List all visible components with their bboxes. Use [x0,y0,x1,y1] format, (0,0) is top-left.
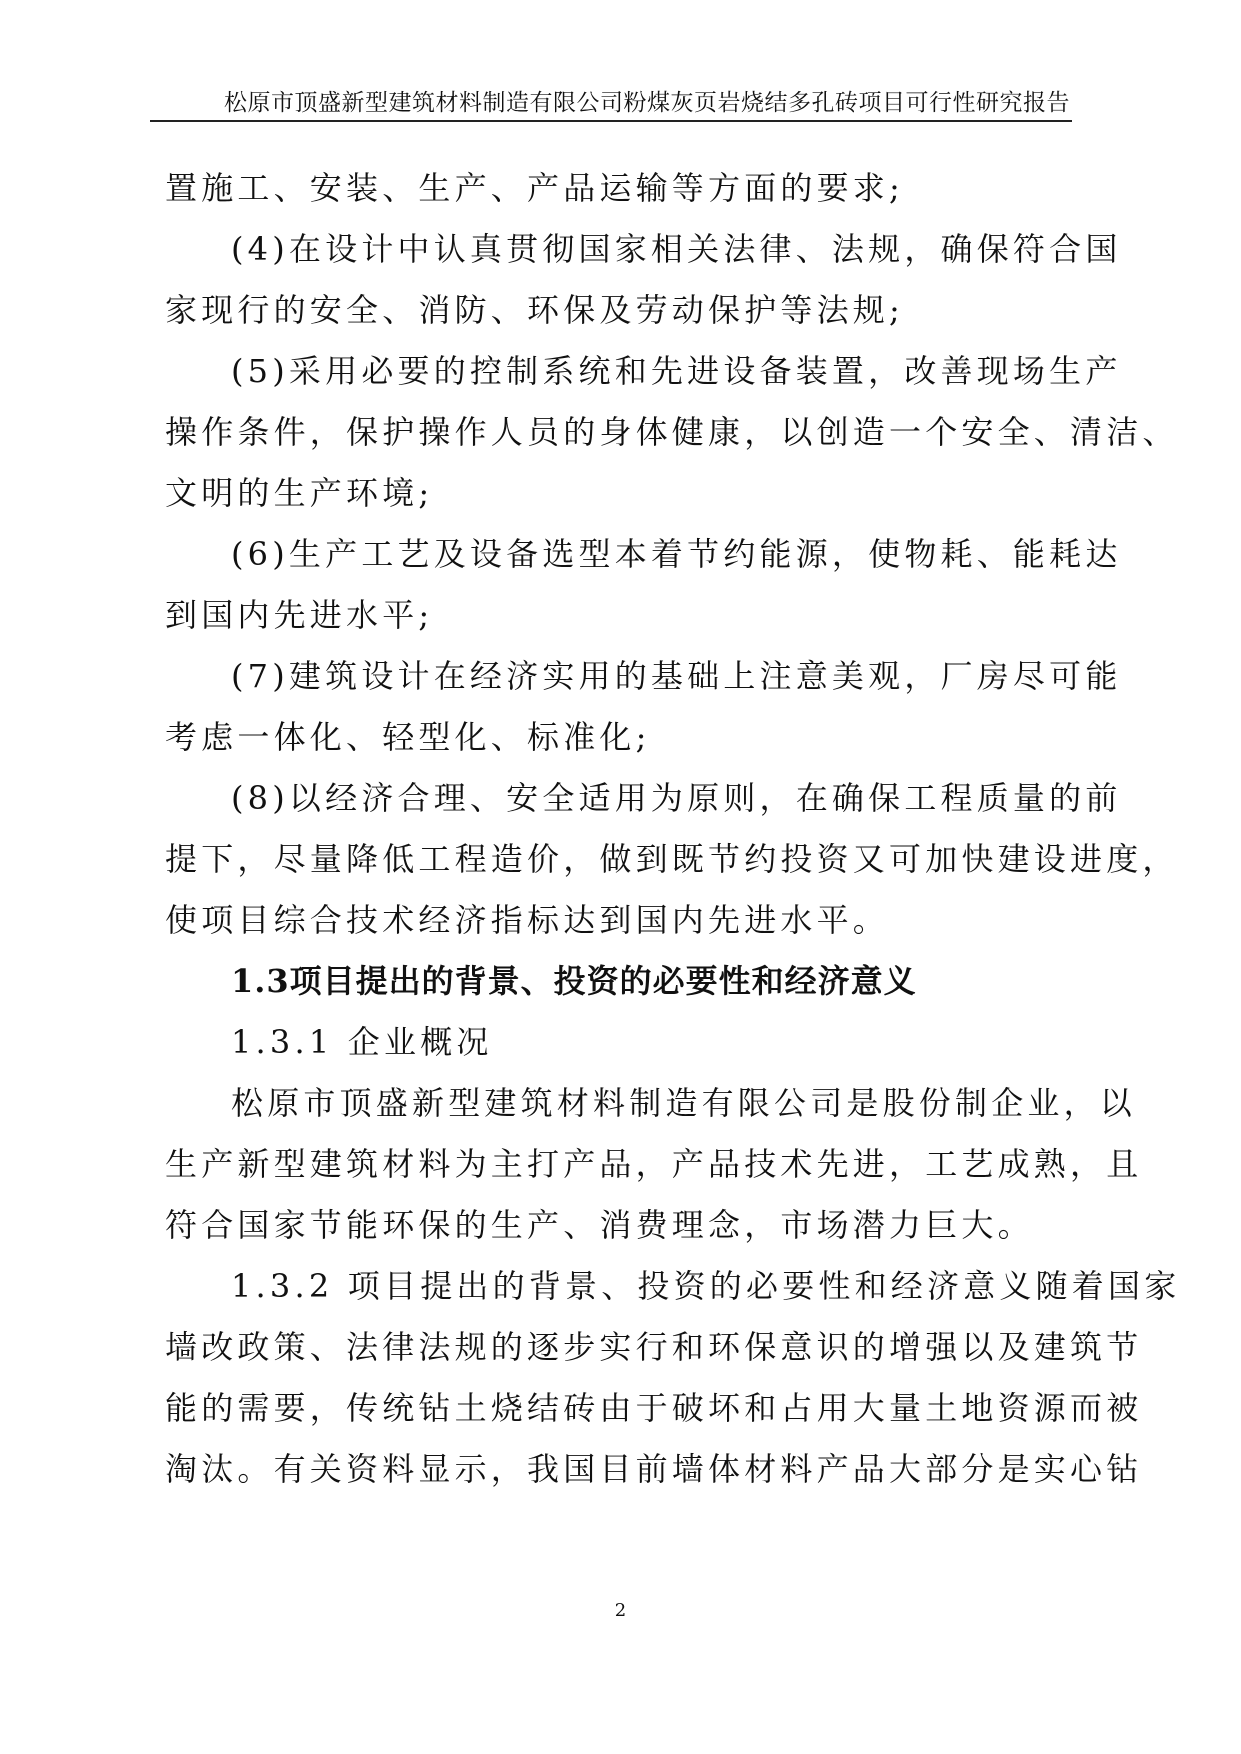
text-line: 家现行的安全、消防、环保及劳动保护等法规; [165,291,904,329]
text-line: (6)生产工艺及设备选型本着节约能源，使物耗、能耗达 [231,535,1122,573]
subsection-heading: 1.3.1 企业概况 [231,1023,493,1061]
text-line: (4)在设计中认真贯彻国家相关法律、法规，确保符合国 [231,230,1122,268]
header-rule [150,120,1072,122]
text-line: 墙改政策、法律法规的逐步实行和环保意识的增强以及建筑节 [165,1328,1143,1366]
text-line: 置施工、安装、生产、产品运输等方面的要求; [165,169,904,207]
text-line: 符合国家节能环保的生产、消费理念，市场潜力巨大。 [165,1206,1034,1244]
document-body [165,158,1181,1500]
text-line: 文明的生产环境; [165,474,434,512]
text-line: 提下，尽量降低工程造价，做到既节约投资又可加快建设进度， [165,840,1179,878]
page-number: 2 [614,1600,627,1621]
text-line: 淘汰。有关资料显示，我国目前墙体材料产品大部分是实心钻 [165,1450,1143,1488]
text-line: 操作条件，保护操作人员的身体健康，以创造一个安全、清洁、 [165,413,1179,451]
text-line: (7)建筑设计在经济实用的基础上注意美观，厂房尽可能 [231,657,1122,695]
text-line: 生产新型建筑材料为主打产品，产品技术先进，工艺成熟，且 [165,1145,1143,1183]
text-line: 松原市顶盛新型建筑材料制造有限公司是股份制企业，以 [231,1084,1137,1122]
text-line: 能的需要，传统钻土烧结砖由于破坏和占用大量土地资源而被 [165,1389,1143,1427]
text-line: 考虑一体化、轻型化、标准化; [165,718,651,756]
text-line: (5)采用必要的控制系统和先进设备装置，改善现场生产 [231,352,1122,390]
page-header: 松原市顶盛新型建筑材料制造有限公司粉煤灰页岩烧结多孔砖项目可行性研究报告 [224,90,1070,116]
text-line: 1.3.2 项目提出的背景、投资的必要性和经济意义随着国家 [231,1267,1181,1305]
text-line: (8)以经济合理、安全适用为原则，在确保工程质量的前 [231,779,1122,817]
text-line: 到国内先进水平; [165,596,434,634]
text-line: 使项目综合技术经济指标达到国内先进水平。 [165,901,890,939]
section-heading: 1.3项目提出的背景、投资的必要性和经济意义 [231,962,917,1000]
